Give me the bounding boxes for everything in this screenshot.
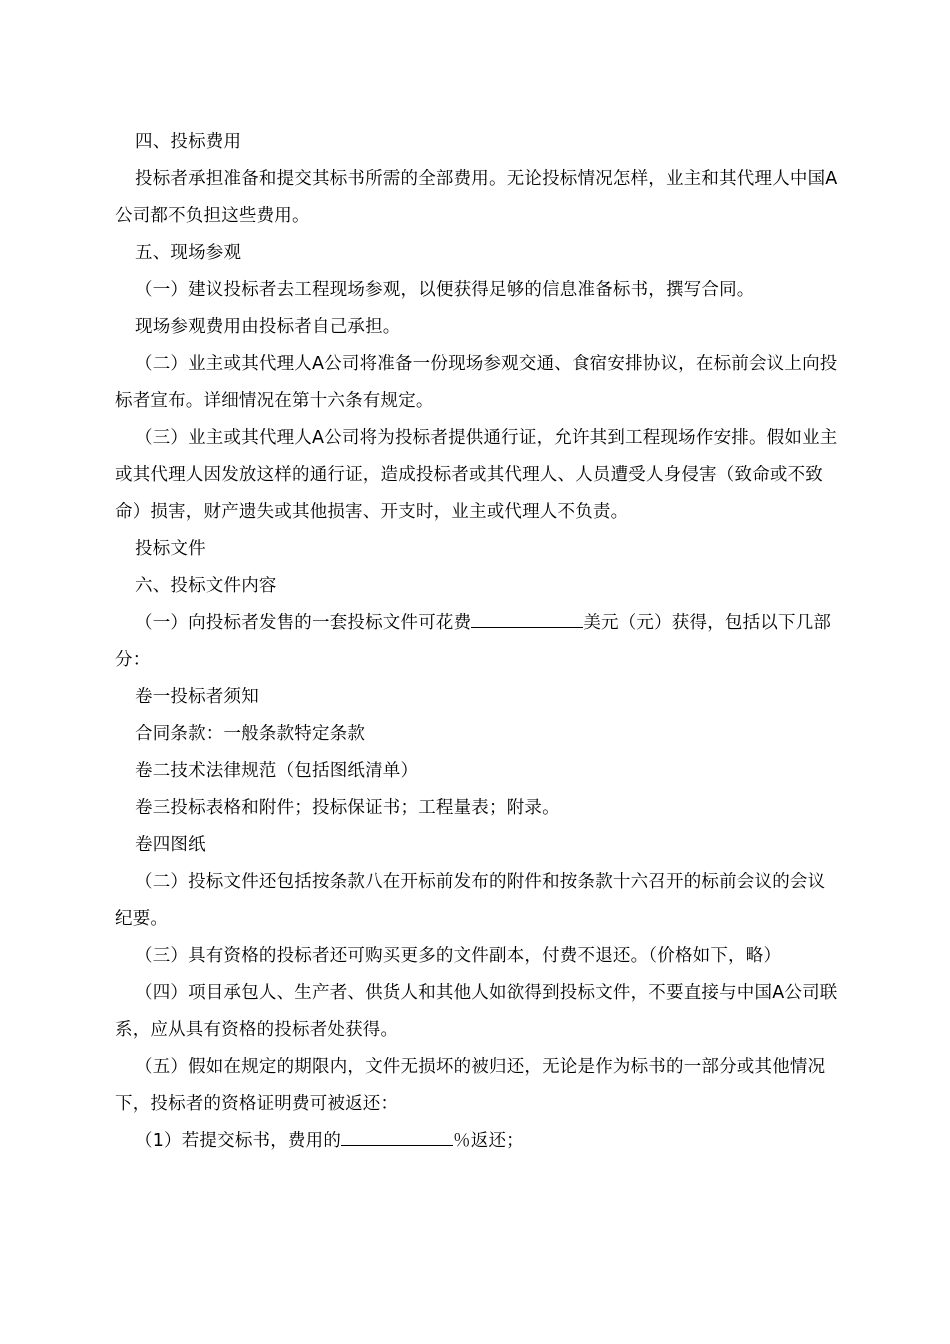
section-5-title: 五、现场参观	[135, 243, 242, 263]
section-6-title: 六、投标文件内容	[135, 576, 277, 596]
section-6-para-5: （五）假如在规定的期限内，文件无损坏的被归还，无论是作为标书的一部分或其他情况下，投标者的资格证明费可被返还：	[115, 1057, 826, 1114]
section-5-para-3: （三）业主或其代理人A公司将为投标者提供通行证，允许其到工程现场作安排。假如业主或其代理人因发放这样的通行证，造成投标者或其代理人、人员遭受人身侵害（致命或不致命）损害，财产遗失或其他损害、开支时，业主或代理人不负责。	[115, 428, 838, 522]
section-6-para-3: （三）具有资格的投标者还可购买更多的文件副本，付费不退还。（价格如下，略）	[135, 946, 782, 966]
document-heading: 投标文件	[135, 539, 206, 559]
section-6-para-1-lead: （一）向投标者发售的一套投标文件可花费	[135, 613, 472, 633]
section-6-para-1-tail: 美元（元）获得，包括以下几部分：	[115, 613, 832, 670]
item-1-tail: ％返还；	[453, 1131, 524, 1151]
section-6-para-2: （二）投标文件还包括按条款八在开标前发布的附件和按条款十六召开的标前会议的会议纪要。	[115, 872, 826, 929]
percent-blank	[341, 1128, 453, 1146]
fee-blank	[471, 610, 583, 628]
section-5-para-1: （一）建议投标者去工程现场参观，以便获得足够的信息准备标书，撰写合同。	[135, 280, 755, 300]
section-4-body: 投标者承担准备和提交其标书所需的全部费用。无论投标情况怎样，业主和其代理人中国A公司都不负担这些费用。	[115, 169, 838, 226]
contract-terms: 合同条款：一般条款特定条款	[135, 724, 366, 744]
section-4-title: 四、投标费用	[135, 132, 242, 152]
section-5-para-1b: 现场参观费用由投标者自己承担。	[135, 317, 401, 337]
section-6-para-4: （四）项目承包人、生产者、供货人和其他人如欲得到投标文件，不要直接与中国A公司联系，应从具有资格的投标者处获得。	[115, 983, 838, 1040]
section-6-para-5-item-1	[115, 1123, 840, 1160]
section-6-para-1	[115, 605, 840, 679]
volume-1: 卷一投标者须知	[135, 687, 259, 707]
volume-4: 卷四图纸	[135, 835, 206, 855]
volume-3: 卷三投标表格和附件；投标保证书；工程量表；附录。	[135, 798, 560, 818]
document-body	[115, 124, 840, 1160]
volume-2: 卷二技术法律规范（包括图纸清单）	[135, 761, 419, 781]
item-1-lead: （1）若提交标书，费用的	[135, 1131, 342, 1151]
section-5-para-2: （二）业主或其代理人A公司将准备一份现场参观交通、食宿安排协议，在标前会议上向投标者宣布。详细情况在第十六条有规定。	[115, 354, 838, 411]
